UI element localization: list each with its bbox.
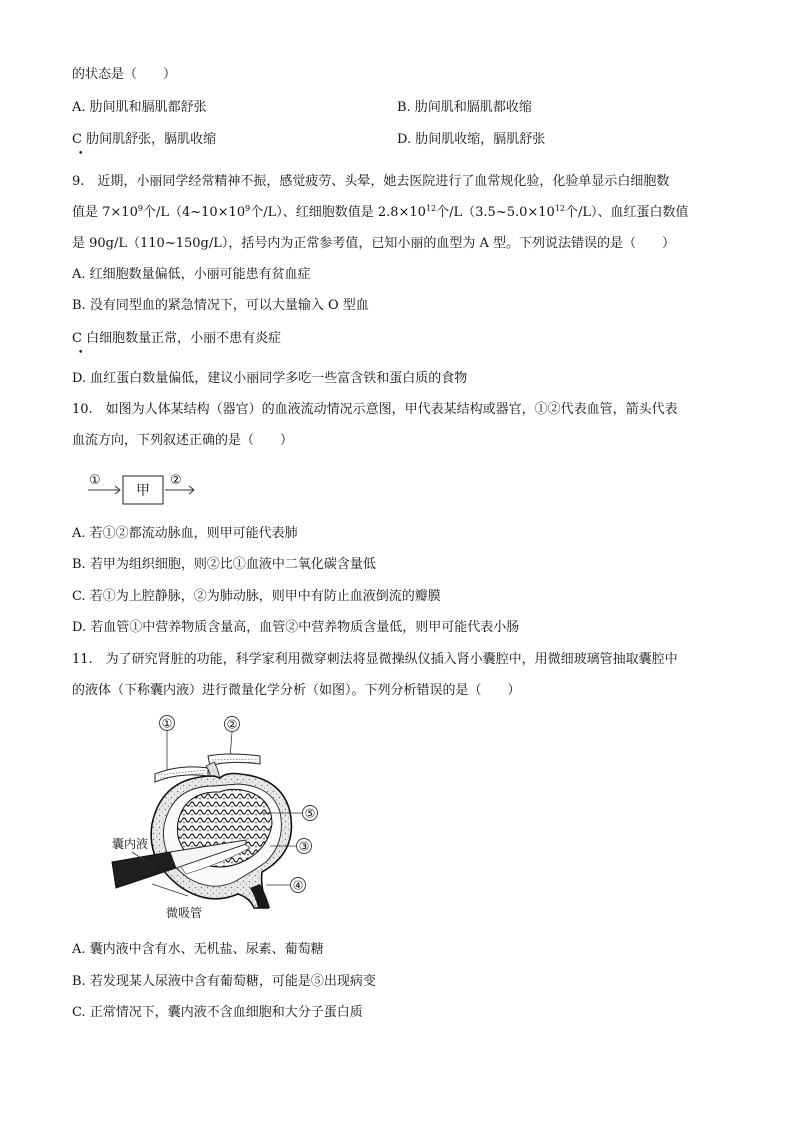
q11-option-c: C. 正常情况下，囊内液不含血细胞和大分子蛋白质 — [72, 1005, 363, 1020]
q9-option-a: A. 红细胞数量偏低，小丽可能患有贫血症 — [72, 267, 311, 282]
svg-text:⑤: ⑤ — [304, 806, 316, 821]
q11-stem-line1: 11. 为了研究肾脏的功能，科学家利用微穿刺法将显微操纵仪插入肾小囊腔中，用微细玻璃管抽取囊腔中 — [72, 652, 678, 667]
q9-stem-line2: 值是 $7\times 10^9$个$/L(4\sim 10\times 10^9$个/L）、红细胞数值是 $2.8\times 10^{12}$个$/L(3.5\sim 5.0\times 10^{12}$个/L）、血红蛋白数值 — [72, 204, 689, 220]
q10-vessel-1-label: ① — [89, 473, 101, 488]
q8-option-b: B. 肋间肌和膈肌都收缩 — [397, 100, 532, 115]
q10-option-b: B. 若甲为组织细胞，则②比①血液中二氧化碳含量低 — [72, 557, 376, 572]
q9-option-b: B. 没有同型血的紧急情况下，可以大量输入 O 型血 — [72, 298, 369, 313]
q10-stem-line1: 10. 如图为人体某结构（器官）的血液流动情况示意图，甲代表某结构或器官，①②代表血管，箭头代表 — [72, 402, 678, 417]
svg-text:①: ① — [161, 716, 173, 731]
q8-option-c: C 肋间肌舒张，膈肌收缩 — [72, 132, 217, 147]
q9-option-c-dot: • — [78, 348, 84, 358]
q8-option-c-dot: • — [78, 149, 84, 159]
q10-option-d: D. 若血管①中营养物质含量高，血管②中营养物质含量低，则甲可能代表小肠 — [72, 620, 520, 635]
q10-organ-box-label: 甲 — [136, 483, 150, 499]
q9-stem-line1: 9. 近期，小丽同学经常精神不振，感觉疲劳、头晕，她去医院进行了血常规化验，化验单显示白细胞数 — [72, 174, 670, 189]
q9-option-d: D. 血红蛋白数量偏低，建议小丽同学多吃一些富含铁和蛋白质的食物 — [72, 371, 468, 386]
svg-text:微吸管: 微吸管 — [166, 906, 203, 920]
svg-text:③: ③ — [298, 839, 310, 854]
q10-vessel-2-label: ② — [170, 473, 182, 488]
q11-option-b: B. 若发现某人尿液中含有葡萄糖，可能是⑤出现病变 — [72, 974, 376, 989]
label-1 — [160, 716, 175, 775]
q10-stem-line2: 血流方向，下列叙述正确的是（ ） — [72, 433, 294, 448]
svg-text:④: ④ — [292, 878, 304, 893]
q10-option-c: C. 若①为上腔静脉，②为肺动脉，则甲中有防止血液倒流的瓣膜 — [72, 589, 441, 604]
svg-text:囊内液: 囊内液 — [112, 837, 149, 851]
q11-nephron-figure — [110, 712, 330, 922]
label-2 — [225, 717, 240, 759]
q11-option-a: A. 囊内液中含有水、无机盐、尿素、葡萄糖 — [72, 942, 324, 957]
q11-stem-line2: 的液体（下称囊内液）进行微量化学分析（如图）。下列分析错误的是（ ） — [72, 683, 521, 698]
svg-text:②: ② — [226, 717, 238, 732]
q10-option-a: A. 若①②都流动脉血，则甲可能代表肺 — [72, 526, 298, 541]
q10-flow-diagram — [86, 468, 206, 508]
q8-option-a: A. 肋间肌和膈肌都舒张 — [72, 100, 207, 115]
q9-option-c: C 白细胞数量正常，小丽不患有炎症 — [72, 331, 282, 346]
q9-stem-line3: 是 90g/L（110~150g/L），括号内为正常参考值，已知小丽的血型为 A 型。下列说法错误的是（ ） — [72, 236, 676, 251]
q8-option-d: D. 肋间肌收缩，膈肌舒张 — [397, 132, 546, 147]
q8-stem-tail: 的状态是（ ） — [72, 67, 177, 82]
label-4 — [266, 878, 306, 893]
